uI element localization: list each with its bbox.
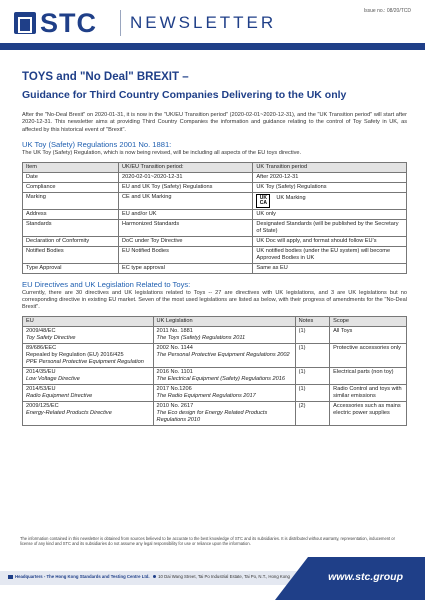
issue-number: Issue no.: 08/20/TCD xyxy=(363,8,411,14)
uk-cell xyxy=(153,343,295,367)
intro-paragraph: After the "No-Deal Brexit" on 2020-01-31, it is now in the "UK/EU Transition period" (2020-02-01~2020-12-31), and the "UK Transition period" will start after 2020-12-31. This newsletter aims at providing Third Country Companies the information and guidance relating to the control of Toy Safety in UK, as affected by this historical event of "Brexit". xyxy=(22,112,407,133)
table-cell: UK only xyxy=(253,209,407,219)
table-cell: Marking xyxy=(23,192,119,209)
header-divider xyxy=(120,10,121,36)
table-cell: 2020-02-01~2020-12-31 xyxy=(119,172,253,182)
uk-title: The Eco design for Energy Related Products Regulations 2010 xyxy=(156,409,268,423)
uk-code: 2017 No.1206 xyxy=(156,385,192,392)
scope-cell: Electrical parts (non toy) xyxy=(330,367,407,384)
building-icon xyxy=(8,575,13,579)
notes-cell: (1) xyxy=(295,343,330,367)
eu-cell xyxy=(23,401,154,425)
newsletter-header xyxy=(0,0,425,52)
table-row xyxy=(23,209,407,219)
uk-code: 2016 No. 1101 xyxy=(156,368,193,375)
table-cell: EU and UK Toy (Safety) Regulations xyxy=(119,182,253,192)
article-subtitle: Guidance for Third Country Companies Delivering to the UK only xyxy=(22,89,347,101)
eu-title: Toy Safety Directive xyxy=(26,334,76,341)
table-cell xyxy=(253,192,407,209)
legislation-table xyxy=(22,316,407,426)
stc-logo-icon xyxy=(14,12,36,34)
table-cell: Harmonized Standards xyxy=(119,219,253,236)
eu-code: 2014/53/EU xyxy=(26,385,56,392)
table-row xyxy=(23,182,407,192)
eu-cell xyxy=(23,367,154,384)
table-cell: Standards xyxy=(23,219,119,236)
table-cell: UK Doc will apply, and format should follow EU’s xyxy=(253,236,407,246)
ukca-mark-icon xyxy=(256,194,270,208)
table-cell: Date xyxy=(23,172,119,182)
uk-title: The Radio Equipment Regulations 2017 xyxy=(156,392,256,399)
notes-cell: (1) xyxy=(295,367,330,384)
eu-repeal-note: Repealed by Regulation (EU) 2016/425 xyxy=(26,351,124,358)
table-header-cell: EU xyxy=(23,316,154,326)
uk-cell xyxy=(153,326,295,343)
uk-title: The Electrical Equipment (Safety) Regulations 2016 xyxy=(156,375,285,382)
section1-heading: UK Toy (Safety) Regulations 2001 No. 1881: xyxy=(22,140,172,150)
uk-code: 2002 No. 1144 xyxy=(156,344,193,351)
scope-cell: All Toys xyxy=(330,326,407,343)
article-title: TOYS and "No Deal" BREXIT – xyxy=(22,71,189,83)
footer-disclaimer: The information contained in this newsletter is obtained from sources believed to be accurate to the best knowledge of STC and its subsidiaries. It is distributed without warranty, representation, inducement or license of any kind and STC and its subsidiaries do not assume any legal responsibility for use or reliance upon the information. xyxy=(20,536,395,547)
table-cell: After 2020-12-31 xyxy=(253,172,407,182)
table-row xyxy=(23,326,407,343)
table-header-cell: UK/EU Transition period: xyxy=(119,162,253,172)
uk-cell xyxy=(153,367,295,384)
eu-cell xyxy=(23,326,154,343)
table-row xyxy=(23,236,407,246)
table-header-row xyxy=(23,316,407,326)
table-header-cell: Notes xyxy=(295,316,330,326)
eu-title: Radio Equipment Directive xyxy=(26,392,93,399)
table-row xyxy=(23,192,407,209)
table-cell: Declaration of Conformity xyxy=(23,236,119,246)
table-cell: Designated Standards (will be published by the Secretary of State) xyxy=(253,219,407,236)
table-cell: DoC under Toy Directive xyxy=(119,236,253,246)
table-cell: Notified Bodies xyxy=(23,246,119,263)
uk-cell xyxy=(153,384,295,401)
uk-title: The Personal Protective Equipment Regulations 2002 xyxy=(156,351,290,358)
notes-cell: (1) xyxy=(295,384,330,401)
table-cell: Same as EU xyxy=(253,263,407,273)
table-row xyxy=(23,263,407,273)
notes-cell: (1) xyxy=(295,326,330,343)
section2-text: Currently, there are 30 directives and UK legislations related to Toys -- 27 are directives with UK legislations, and 3 are UK legislations but no corresponding directive in existing EU market. Seven of the most used legislations are listed as below, with their progress of amendments for the "No-Deal Brexit". xyxy=(22,289,407,311)
table-header-cell: Item xyxy=(23,162,119,172)
scope-cell: Radio Control and toys with similar emissions xyxy=(330,384,407,401)
website-link[interactable]: www.stc.group xyxy=(328,571,403,583)
table-row xyxy=(23,401,407,425)
ukca-label: UK Marking xyxy=(276,194,306,201)
eu-title: PPE Personal Protective Equipment Regulation xyxy=(26,358,144,365)
header-blue-bar xyxy=(0,43,425,50)
eu-title: Low Voltage Directive xyxy=(26,375,80,382)
scope-cell: Protective accessories only xyxy=(330,343,407,367)
footer-bar xyxy=(0,557,425,600)
newsletter-title: NEWSLETTER xyxy=(130,13,277,32)
scope-cell: Accessories such as mains electric power supplies xyxy=(330,401,407,425)
uk-code: 2011 No. 1881 xyxy=(156,327,193,334)
table-cell: UK notified bodies (under the EU system) will become Approved Bodies in UK xyxy=(253,246,407,263)
stc-logo-text: STC xyxy=(40,8,97,38)
eu-code: 89/686/EEC xyxy=(26,344,57,351)
section1-text: The UK Toy (Safety) Regulation, which is now being revised, will be including all aspects of the EU toys directive. xyxy=(22,150,302,157)
footer-address xyxy=(8,574,290,579)
article-titles xyxy=(22,70,407,102)
section2-heading: EU Directives and UK Legislation Related to Toys: xyxy=(22,279,191,289)
eu-title: Energy-Related Products Directive xyxy=(26,409,112,416)
table-cell: UK Toy (Safety) Regulations xyxy=(253,182,407,192)
table-cell: Address xyxy=(23,209,119,219)
table-header-row xyxy=(23,162,407,172)
table-cell: EU Notified Bodies xyxy=(119,246,253,263)
eu-code: 2014/35/EU xyxy=(26,368,56,375)
article-body xyxy=(22,112,407,426)
location-pin-icon xyxy=(153,575,156,578)
notes-cell: (2) xyxy=(295,401,330,425)
uk-cell xyxy=(153,401,295,425)
footer-hq: Headquarters - The Hong Kong Standards and Testing Centre Ltd. xyxy=(15,574,150,579)
table-cell: EC type approval xyxy=(119,263,253,273)
footer-address-text: 10 Dai Wang Street, Tai Po Industrial Estate, Tai Po, N.T., Hong Kong xyxy=(158,574,290,579)
table-row xyxy=(23,367,407,384)
ukca-mark-bottom: CA xyxy=(259,199,267,206)
table-cell: CE and UK Marking xyxy=(119,192,253,209)
eu-code: 2009/48/EC xyxy=(26,327,56,334)
table-cell: EU and/or UK xyxy=(119,209,253,219)
eu-code: 2009/125/EC xyxy=(26,402,59,409)
table-cell: Type Approval xyxy=(23,263,119,273)
table-row xyxy=(23,384,407,401)
table-header-cell: UK Transition period xyxy=(253,162,407,172)
table-cell: Compliance xyxy=(23,182,119,192)
transition-table xyxy=(22,162,407,274)
table-row xyxy=(23,343,407,367)
uk-code: 2010 No. 2617 xyxy=(156,402,194,409)
table-header-cell: Scope xyxy=(330,316,407,326)
table-header-cell: UK Legislation xyxy=(153,316,295,326)
eu-cell xyxy=(23,343,154,367)
table-row xyxy=(23,246,407,263)
eu-cell xyxy=(23,384,154,401)
ukca-mark-top: UK xyxy=(259,194,267,201)
table-row xyxy=(23,172,407,182)
table-row xyxy=(23,219,407,236)
uk-title: The Toys (Safety) Regulations 2011 xyxy=(156,334,246,341)
